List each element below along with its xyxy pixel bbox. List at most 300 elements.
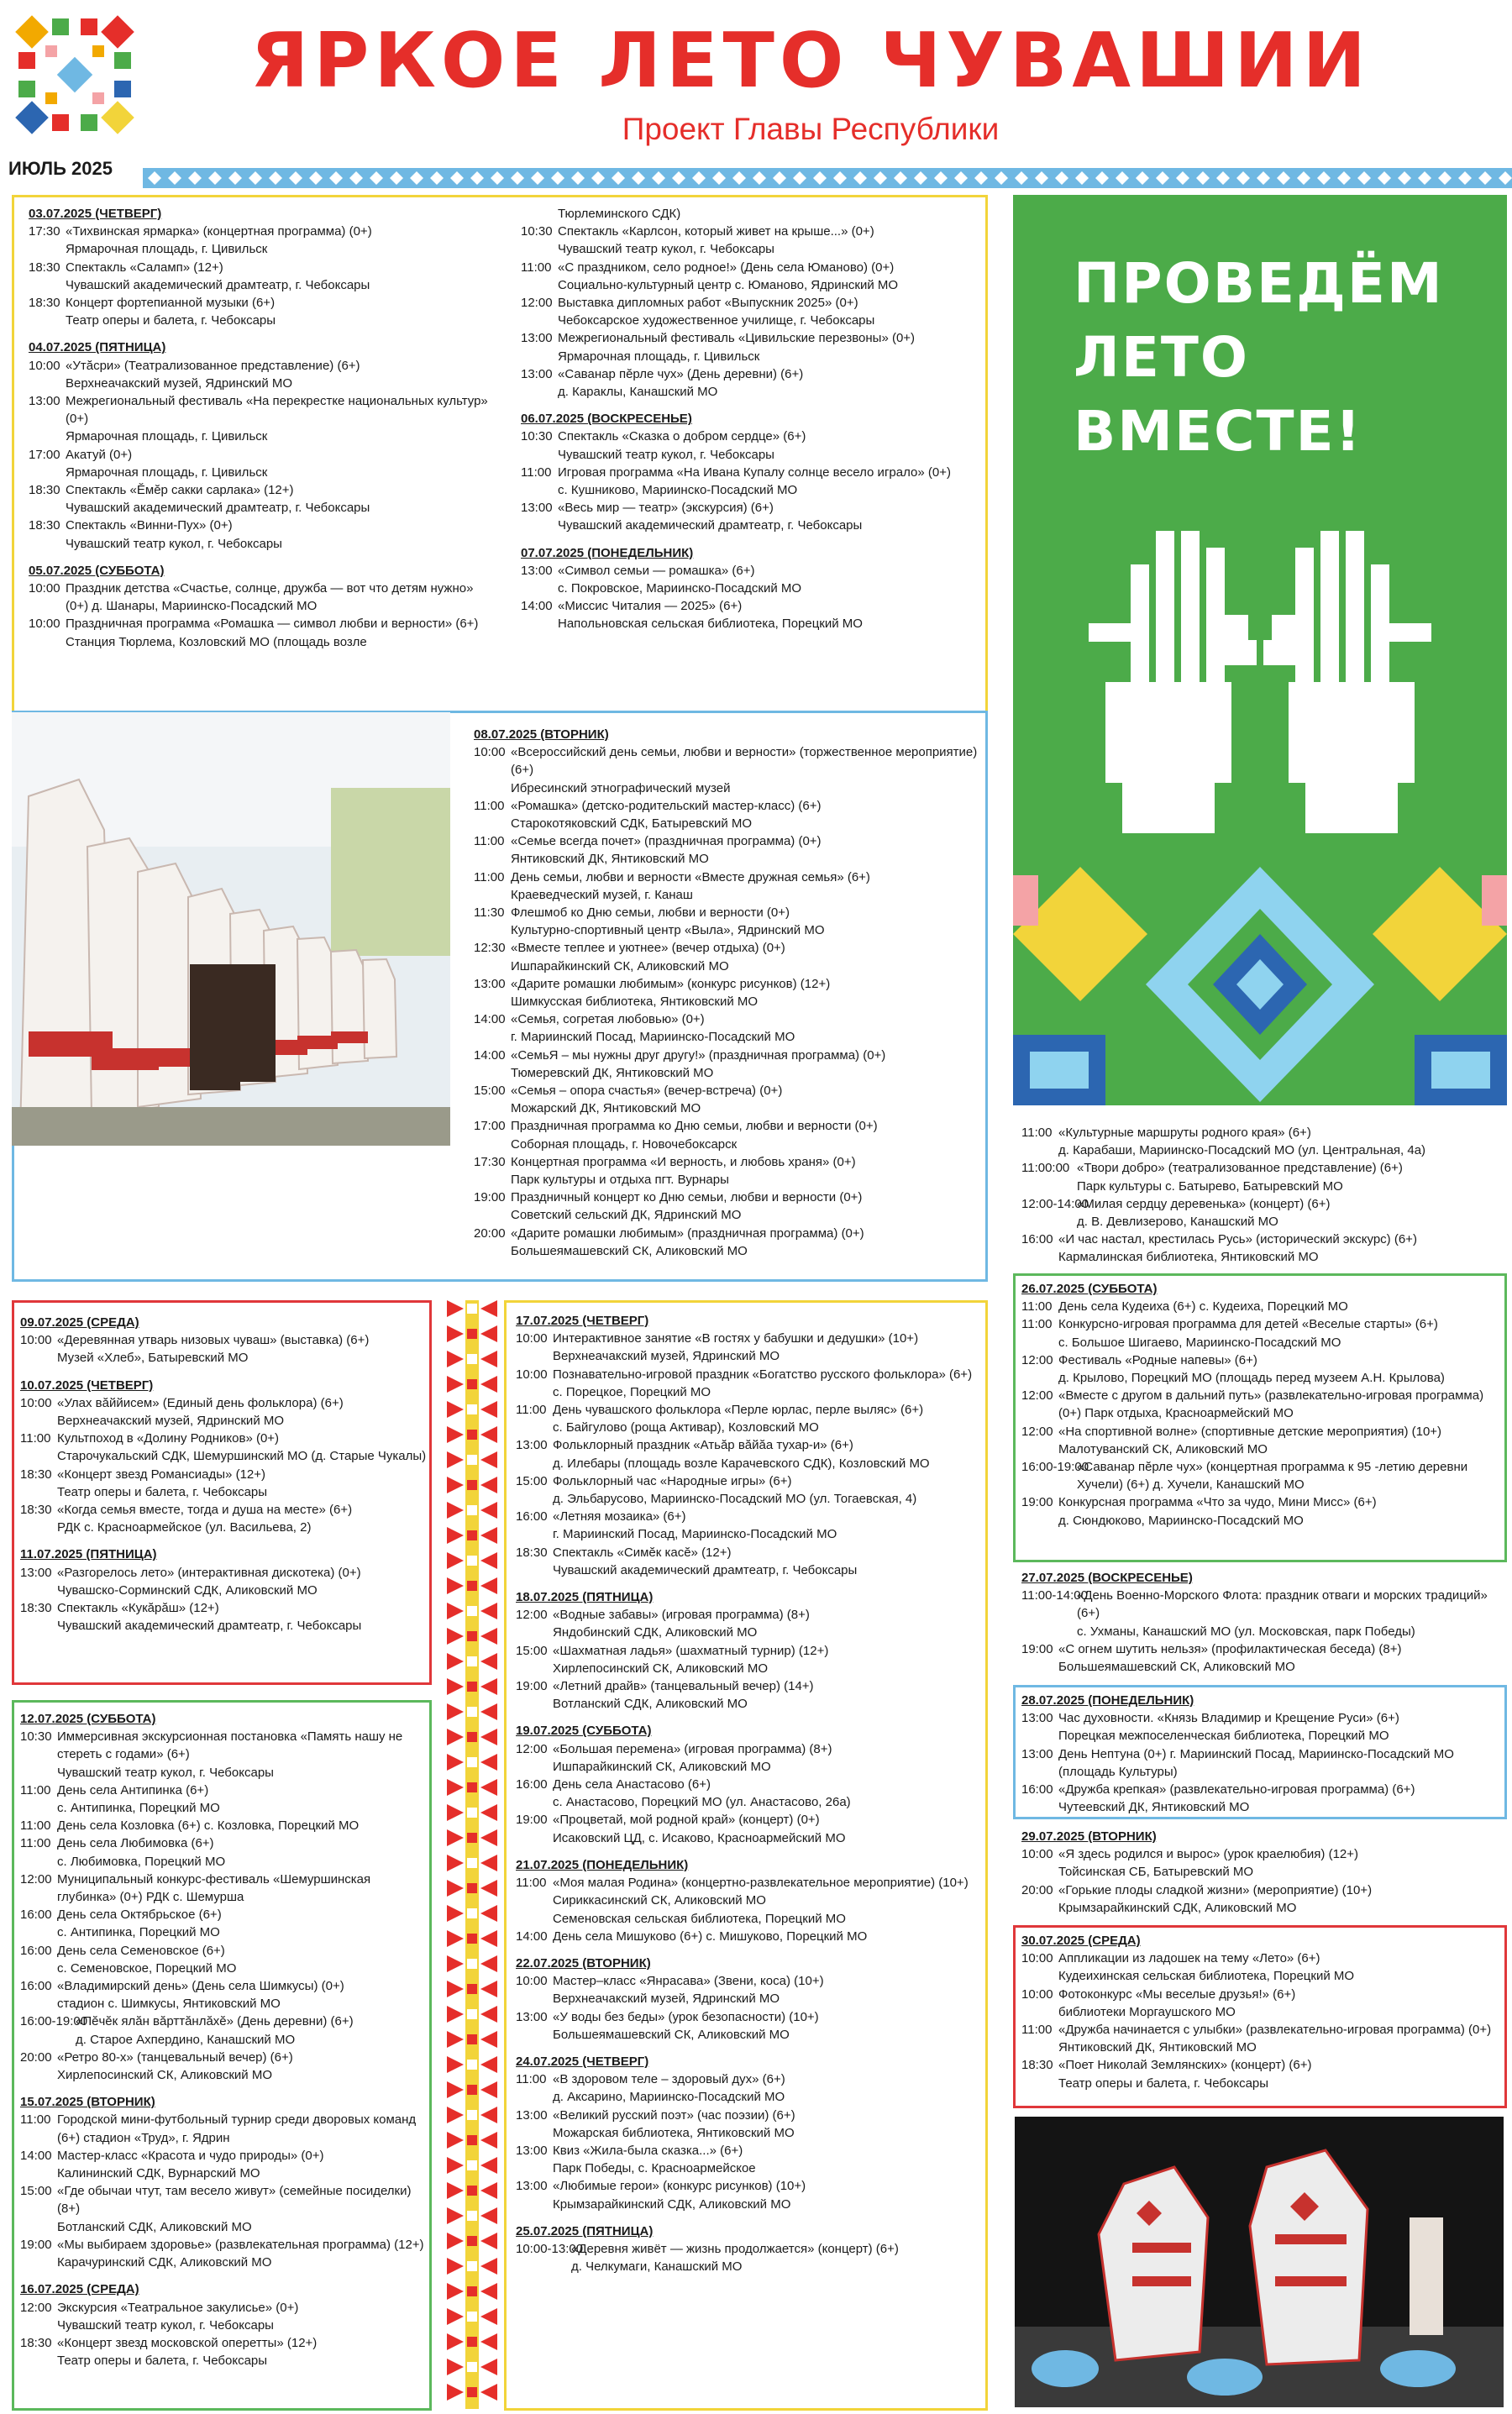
ribbon-mark xyxy=(447,1527,464,1544)
event-venue: Крымзарайкинский СДК, Аликовский МО xyxy=(1058,1900,1297,1915)
event-row xyxy=(516,1508,984,1543)
event-body xyxy=(571,2240,984,2275)
event-title: «В здоровом теле – здоровый дух» (6+) xyxy=(553,2072,785,2087)
event-row xyxy=(516,2142,984,2177)
event-time: 11:00 xyxy=(474,869,505,884)
event-row xyxy=(29,223,489,258)
event-title: «Водные забавы» (игровая программа) (8+) xyxy=(553,1608,810,1623)
ribbon-mark xyxy=(480,2308,497,2325)
day-heading: 22.07.2025 (ВТОРНИК) xyxy=(516,1955,651,1971)
event-venue: Можарский ДК, Янтиковский МО xyxy=(511,1101,701,1116)
event-time: 12:00-14:00 xyxy=(1021,1196,1089,1211)
day-heading: 08.07.2025 (ВТОРНИК) xyxy=(474,727,609,742)
event-row xyxy=(29,294,489,329)
event-title: Конкурсная программа «Что за чудо, Мини Мисс» (6+) xyxy=(1058,1495,1377,1510)
event-body xyxy=(57,2182,430,2236)
event-row xyxy=(521,365,979,401)
event-body xyxy=(553,1928,984,1945)
event-title: «Где обычаи чтут, там весело живут» (семейные посиделки) (8+) xyxy=(57,2184,412,2217)
event-venue: д. Старое Ахпердино, Канашский МО xyxy=(76,2032,296,2047)
event-body xyxy=(1058,2056,1504,2091)
event-venue: Крымзарайкинский СДК, Аликовский МО xyxy=(553,2196,791,2212)
event-time: 14:00 xyxy=(474,1012,506,1027)
event-title: Фестиваль «Родные напевы» (6+) xyxy=(1058,1352,1257,1367)
ribbon-mark xyxy=(480,1930,497,1947)
day-heading: 17.07.2025 (ЧЕТВЕРГ) xyxy=(516,1314,649,1328)
event-venue: д. Сюндюково, Мариинско-Посадский МО xyxy=(1058,1513,1304,1528)
ribbon-mark xyxy=(447,1855,464,1871)
stage-performance-photo xyxy=(1015,2117,1504,2407)
ribbon-mark xyxy=(447,1376,464,1393)
event-title: «Саванар пĕрле чух» (концертная программа к 95 -летию деревни Хучели) (6+) д. Хучели, Канашский МО xyxy=(1077,1460,1468,1493)
event-row xyxy=(20,2236,430,2271)
event-row xyxy=(29,580,489,615)
event-row xyxy=(1021,1640,1504,1676)
event-venue: с. Ухманы, Канашский МО (ул. Московская, парк Победы) xyxy=(1077,1624,1415,1639)
event-venue: Верхнеачакский музей, Ядринский МО xyxy=(66,375,293,391)
event-time: 13:00 xyxy=(516,2143,548,2158)
event-row xyxy=(516,1811,984,1846)
event-title: «Я здесь родился и вырос» (урок краелюбия) (12+) xyxy=(1058,1847,1359,1862)
event-row xyxy=(1021,1387,1504,1422)
event-body xyxy=(66,259,489,294)
poster-panel xyxy=(1013,195,1507,1105)
page-subtitle: Проект Главы Республики xyxy=(622,112,1000,146)
day-heading: 07.07.2025 (ПОНЕДЕЛЬНИК) xyxy=(521,545,694,560)
event-time: 11:00 xyxy=(1021,1299,1053,1315)
ribbon-mark xyxy=(447,2333,464,2350)
page-title: ЯРКОЕ ЛЕТО ЧУВАШИИ xyxy=(250,17,1371,105)
event-body xyxy=(553,1776,984,1811)
event-title: Флешмоб ко Дню семьи, любви и верности (0+) xyxy=(511,905,790,921)
event-title: Межрегиональный фестиваль «На перекрестке национальных культур» (0+) xyxy=(66,394,488,427)
event-body xyxy=(57,2236,430,2271)
event-row xyxy=(474,743,978,797)
ribbon-mark xyxy=(447,2384,464,2401)
event-venue: Вотланский СДК, Аликовский МО xyxy=(553,1697,748,1712)
ribbon-mark xyxy=(480,1981,497,1997)
event-title: «Культурные маршруты родного края» (6+) xyxy=(1058,1126,1311,1140)
event-title: «С праздником, село родное!» (День села Юманово) (0+) xyxy=(558,260,895,275)
event-time: 11:00:00 xyxy=(1021,1161,1070,1176)
event-row xyxy=(1021,1950,1504,1985)
event-body xyxy=(511,869,978,904)
event-venue: с. Кушниково, Мариинско-Посадский МО xyxy=(558,483,798,498)
ribbon-mark xyxy=(480,2359,497,2375)
day-heading: 24.07.2025 (ЧЕТВЕРГ) xyxy=(516,2054,649,2069)
event-body xyxy=(66,517,489,552)
ribbon-mark xyxy=(447,1779,464,1796)
event-body xyxy=(57,1466,428,1501)
event-time: 13:00 xyxy=(521,366,553,381)
event-title: Тюрлеминского СДК) xyxy=(558,207,681,221)
day-heading: 03.07.2025 (ЧЕТВЕРГ) xyxy=(29,207,162,221)
poster-graphic xyxy=(1013,514,1507,1105)
ribbon-mark xyxy=(467,2261,477,2271)
ribbon-mark xyxy=(467,1984,477,1994)
event-row xyxy=(521,562,979,597)
event-venue: с. Антипинка, Порецкий МО xyxy=(57,1801,220,1816)
ribbon-mark xyxy=(447,1477,464,1493)
event-time: 13:00 xyxy=(521,501,553,516)
event-venue: Ярмарочная площадь, г. Цивильск xyxy=(558,349,760,364)
event-row xyxy=(521,205,979,223)
event-venue: Советский сельский ДК, Ядринский МО xyxy=(511,1208,742,1223)
event-body xyxy=(511,1153,978,1189)
event-body xyxy=(1058,1387,1504,1422)
ribbon-mark xyxy=(467,2110,477,2120)
event-body xyxy=(553,1472,984,1508)
event-body xyxy=(553,1642,984,1677)
event-venue: Чувашский академический драмтеатр, г. Чебоксары xyxy=(558,518,863,533)
event-time: 18:30 xyxy=(20,1467,52,1482)
event-title: «Тихвинская ярмарка» (концертная программа) (0+) xyxy=(66,224,372,239)
event-venue: Ярмарочная площадь, г. Цивильск xyxy=(66,242,268,257)
schedule-column-8 xyxy=(1021,1280,1504,1530)
ribbon-mark xyxy=(467,1606,477,1616)
ribbon-mark xyxy=(467,2286,477,2296)
event-row xyxy=(20,2111,430,2146)
event-body xyxy=(1058,1315,1504,1351)
ribbon-mark xyxy=(447,1829,464,1846)
ribbon-mark xyxy=(467,1757,477,1767)
event-title: Городской мини-футбольный турнир среди дворовых команд (6+) стадион «Труд», г. Ядрин xyxy=(57,2112,417,2145)
event-time: 10:00 xyxy=(516,1974,548,1989)
event-row xyxy=(20,1834,430,1870)
event-time: 13:00 xyxy=(521,563,553,578)
event-title: День чувашского фольклора «Перле юрлас, перле выляс» (6+) xyxy=(553,1403,924,1418)
event-row xyxy=(516,2177,984,2212)
ribbon-mark xyxy=(467,2312,477,2322)
ornament-pattern xyxy=(1013,867,1507,1105)
ribbon-mark xyxy=(480,1729,497,1745)
schedule-column-7 xyxy=(1021,1124,1505,1267)
event-venue: Большеямашевский СК, Аликовский МО xyxy=(1058,1660,1295,1675)
ribbon-mark xyxy=(480,1477,497,1493)
ribbon-mark xyxy=(467,1556,477,1566)
event-time: 11:00 xyxy=(474,834,505,849)
event-row xyxy=(20,1782,430,1817)
event-venue: д. Крылово, Порецкий МО (площадь перед музеем А.Н. Крылова) xyxy=(1058,1371,1445,1386)
event-body xyxy=(57,1728,430,1782)
event-row xyxy=(516,1776,984,1811)
day-heading: 19.07.2025 (СУББОТА) xyxy=(516,1724,652,1739)
event-time: 16:00 xyxy=(1021,1782,1053,1797)
event-body xyxy=(511,832,978,868)
event-body xyxy=(553,1330,984,1365)
event-body xyxy=(66,446,489,481)
event-body xyxy=(66,294,489,329)
event-body xyxy=(553,1677,984,1713)
day-heading: 30.07.2025 (СРЕДА) xyxy=(1021,1934,1141,1948)
event-title: «Концерт звезд Романсиады» (12+) xyxy=(57,1467,266,1482)
event-venue: г. Мариинский Посад, Мариинско-Посадский МО xyxy=(511,1030,795,1045)
event-time: 15:00 xyxy=(20,2184,52,2199)
event-time: 10:00 xyxy=(1021,1951,1053,1966)
event-body xyxy=(1058,1986,1504,2021)
day-heading: 10.07.2025 (ЧЕТВЕРГ) xyxy=(20,1378,154,1393)
event-time: 11:30 xyxy=(474,905,505,921)
event-time: 18:30 xyxy=(1021,2058,1053,2073)
event-row xyxy=(29,392,489,446)
ribbon-mark xyxy=(467,1379,477,1389)
event-body xyxy=(553,1436,984,1472)
event-body xyxy=(558,329,979,365)
event-row xyxy=(516,1677,984,1713)
event-body xyxy=(511,939,978,974)
event-title: День села Октябрьское (6+) xyxy=(57,1908,222,1923)
event-venue: Культурно-спортивный центр «Выла», Ядринский МО xyxy=(511,923,825,938)
event-title: «Моя малая Родина» (концертно-развлекательное мероприятие) (10+) xyxy=(553,1876,969,1891)
event-title: «Дарите ромашки любимым» (праздничная программа) (0+) xyxy=(511,1225,864,1241)
event-row xyxy=(516,2008,984,2044)
event-title: «Милая сердцу деревенька» (концерт) (6+) xyxy=(1077,1196,1331,1211)
ribbon-mark xyxy=(480,2207,497,2224)
event-body xyxy=(57,1782,430,1817)
event-body xyxy=(57,1501,428,1536)
event-time: 10:30 xyxy=(521,429,553,444)
event-venue: с. Покровское, Мариинско-Посадский МО xyxy=(558,581,802,596)
event-body xyxy=(66,580,489,615)
event-body xyxy=(511,743,978,797)
event-time: 11:00 xyxy=(516,1403,547,1418)
event-venue: Семеновская сельская библиотека, Порецкий МО xyxy=(553,1911,846,1926)
event-row xyxy=(1021,1587,1504,1640)
event-body xyxy=(558,365,979,401)
day-heading: 29.07.2025 (ВТОРНИК) xyxy=(1021,1829,1157,1844)
event-title: «Весь мир — театр» (экскурсия) (6+) xyxy=(558,501,774,516)
event-row xyxy=(1021,1351,1504,1387)
event-venue: д. Караклы, Канашский МО xyxy=(558,385,718,400)
event-venue: Старочукальский СДК, Шемуршинский МО (д. Старые Чукалы) xyxy=(57,1449,427,1464)
event-time: 13:00 xyxy=(521,331,553,346)
event-time: 18:30 xyxy=(29,296,60,311)
ribbon-mark xyxy=(480,1401,497,1418)
ribbon-mark xyxy=(467,2034,477,2044)
event-time: 19:00 xyxy=(1021,1495,1053,1510)
event-title: «Деревня живёт — жизнь продолжается» (концерт) (6+) xyxy=(571,2241,899,2256)
ribbon-mark xyxy=(480,1603,497,1619)
event-title: «День Военно-Морского Флота: праздник отваги и морских традиций» (6+) xyxy=(1077,1588,1488,1621)
event-title: «Разгорелось лето» (интерактивная дискотека) (0+) xyxy=(57,1565,361,1580)
event-body xyxy=(57,1599,428,1635)
ribbon-mark xyxy=(447,1325,464,1342)
poster-line-1: ПРОВЕДЁМ xyxy=(1074,251,1444,316)
day-heading: 06.07.2025 (ВОСКРЕСЕНЬЕ) xyxy=(521,412,692,427)
ribbon-mark xyxy=(480,1376,497,1393)
event-title: Спектакль «Ĕмĕр сакки сарлака» (12+) xyxy=(66,483,294,498)
ribbon-mark xyxy=(480,1779,497,1796)
ribbon-mark xyxy=(447,1981,464,1997)
ribbon-mark xyxy=(480,1678,497,1695)
event-row xyxy=(516,2240,984,2275)
event-venue: Калининский СДК, Вурнарский МО xyxy=(57,2166,260,2181)
event-body xyxy=(511,1189,978,1224)
event-title: Концертная программа «И верность, и любовь храня» (0+) xyxy=(511,1154,856,1169)
ribbon-mark xyxy=(480,1804,497,1821)
ribbon-mark xyxy=(480,2107,497,2123)
event-venue: Карачуринский СДК, Аликовский МО xyxy=(57,2255,272,2270)
event-body xyxy=(57,1834,430,1870)
event-title: «Большая перемена» (игровая программа) (8+) xyxy=(553,1741,832,1756)
event-venue: Хирлепосинский СК, Аликовский МО xyxy=(57,2068,272,2083)
event-time: 17:00 xyxy=(474,1119,506,1134)
event-time: 20:00 xyxy=(474,1225,506,1241)
event-body xyxy=(57,1394,428,1430)
event-row xyxy=(474,1082,978,1117)
event-title: «Всероссийский день семьи, любви и верности» (торжественное мероприятие) (6+) xyxy=(511,745,978,778)
event-time: 10:00 xyxy=(516,1367,548,1382)
event-time: 13:00 xyxy=(516,2107,548,2123)
ribbon-mark xyxy=(447,1401,464,1418)
ribbon-mark xyxy=(480,1703,497,1720)
event-row xyxy=(474,1153,978,1189)
schedule-column-5 xyxy=(20,1710,430,2369)
event-venue: Театр оперы и балета, г. Чебоксары xyxy=(66,313,276,328)
ribbon-mark xyxy=(480,1577,497,1594)
event-body xyxy=(558,223,979,258)
event-time: 11:00 xyxy=(20,1836,51,1851)
event-row xyxy=(521,294,979,329)
ribbon-mark xyxy=(447,1300,464,1317)
event-body xyxy=(1058,1881,1504,1917)
day-heading: 27.07.2025 (ВОСКРЕСЕНЬЕ) xyxy=(1021,1571,1193,1585)
event-body xyxy=(558,428,979,463)
event-venue: Верхнеачакский музей, Ядринский МО xyxy=(57,1414,285,1429)
schedule-column-3 xyxy=(474,726,978,1260)
event-time: 14:00 xyxy=(474,1047,506,1063)
event-time: 18:30 xyxy=(29,518,60,533)
event-body xyxy=(66,615,489,650)
event-body xyxy=(1058,1640,1504,1676)
event-time: 12:00 xyxy=(1021,1424,1053,1439)
event-time: 13:00 xyxy=(474,976,506,991)
event-venue: Чувашско-Сорминский СДК, Аликовский МО xyxy=(57,1582,318,1598)
event-time: 13:00 xyxy=(516,1438,548,1453)
event-time: 11:00 xyxy=(516,1876,547,1891)
event-row xyxy=(20,1977,430,2013)
ribbon-mark xyxy=(447,1552,464,1569)
event-body xyxy=(553,1544,984,1579)
event-body xyxy=(1058,2021,1504,2056)
ribbon-mark xyxy=(467,2211,477,2221)
ribbon-mark xyxy=(467,2337,477,2347)
ribbon-mark xyxy=(447,1880,464,1897)
event-body xyxy=(1058,1493,1504,1529)
event-time: 19:00 xyxy=(516,1813,548,1828)
event-time: 11:00 xyxy=(20,1818,51,1834)
ribbon-mark xyxy=(447,2233,464,2249)
event-row xyxy=(20,1430,428,1465)
event-title: «Семье всегда почет» (праздничная программа) (0+) xyxy=(511,834,822,849)
event-row xyxy=(1021,1709,1504,1745)
day-heading: 26.07.2025 (СУББОТА) xyxy=(1021,1282,1158,1296)
event-row xyxy=(20,1871,430,1906)
event-row xyxy=(29,357,489,392)
event-title: День села Семеновское (6+) xyxy=(57,1943,225,1958)
ribbon-mark xyxy=(467,1430,477,1440)
event-venue: г. Мариинский Посад, Мариинско-Посадский МО xyxy=(553,1527,837,1542)
event-time: 11:00 xyxy=(521,464,552,480)
event-venue: Ботланский СДК, Аликовский МО xyxy=(57,2219,252,2234)
event-title: День села Мишуково (6+) с. Мишуково, Порецкий МО xyxy=(553,1929,868,1944)
day-heading: 05.07.2025 (СУББОТА) xyxy=(29,563,165,578)
event-row xyxy=(1021,1231,1505,1266)
event-body xyxy=(553,2177,984,2212)
event-title: «С огнем шутить нельзя» (профилактическая беседа) (8+) xyxy=(1058,1641,1402,1656)
event-time: 10:00 xyxy=(20,1333,52,1348)
event-time: 10:00 xyxy=(29,617,60,632)
event-body xyxy=(511,1082,978,1117)
event-venue: Чувашский театр кукол, г. Чебоксары xyxy=(558,242,774,257)
event-row xyxy=(29,615,489,650)
event-row xyxy=(20,1564,428,1599)
event-title: Иммерсивная экскурсионная постановка «Память нашу не стереть с годами» (6+) xyxy=(57,1729,403,1762)
ribbon-mark xyxy=(447,1451,464,1468)
event-venue: Краеведческий музей, г. Канаш xyxy=(511,887,693,902)
event-title: «Мы выбираем здоровье» (развлекательная программа) (12+) xyxy=(57,2237,424,2252)
event-venue: Ибресинский этнографический музей xyxy=(511,780,731,795)
event-body xyxy=(57,2299,430,2334)
event-body xyxy=(57,2147,430,2182)
event-time: 16:00 xyxy=(20,1908,52,1923)
event-time: 14:00 xyxy=(516,1929,548,1944)
event-time: 19:00 xyxy=(1021,1641,1053,1656)
event-time: 15:00 xyxy=(516,1473,548,1488)
ribbon-mark xyxy=(480,1955,497,1972)
ribbon-mark xyxy=(467,2236,477,2246)
event-title: «Ретро 80-х» (танцевальный вечер) (6+) xyxy=(57,2049,293,2065)
event-venue: Чебоксарское художественное училище, г. Чебоксары xyxy=(558,313,875,328)
event-row xyxy=(516,1874,984,1928)
event-body xyxy=(1058,1781,1504,1816)
ribbon-mark xyxy=(480,1451,497,1468)
event-body xyxy=(553,1811,984,1846)
event-row xyxy=(474,1117,978,1152)
event-time: 12:00 xyxy=(20,1871,52,1887)
ribbon-mark xyxy=(447,2359,464,2375)
event-venue: Ярмарочная площадь, г. Цивильск xyxy=(66,464,268,480)
event-body xyxy=(553,1972,984,2007)
event-body xyxy=(511,1047,978,1082)
event-body xyxy=(511,1117,978,1152)
ribbon-mark xyxy=(480,1527,497,1544)
event-body xyxy=(1077,1587,1504,1640)
event-body xyxy=(57,2049,430,2084)
ribbon-mark xyxy=(480,2182,497,2199)
event-venue: д. В. Девлизерово, Канашский МО xyxy=(1077,1215,1278,1230)
event-row xyxy=(20,2147,430,2182)
event-row xyxy=(474,904,978,939)
event-venue: Чувашский театр кукол, г. Чебоксары xyxy=(57,1765,274,1780)
ribbon-mark xyxy=(467,2186,477,2196)
event-row xyxy=(20,2049,430,2084)
ribbon-mark xyxy=(467,2060,477,2070)
event-venue: с. Анастасово, Порецкий МО (ул. Анастасово, 26а) xyxy=(553,1795,851,1810)
event-time: 11:00 xyxy=(20,2112,51,2128)
event-row xyxy=(1021,1298,1504,1315)
event-time: 11:00 xyxy=(1021,2023,1053,2038)
event-row xyxy=(1021,1315,1504,1351)
event-title: «Шахматная ладья» (шахматный турнир) (12+) xyxy=(553,1643,829,1658)
event-time: 11:00 xyxy=(1021,1317,1053,1332)
event-title: Фотоконкурс «Мы веселые друзья!» (6+) xyxy=(1058,1986,1296,2002)
event-title: Межрегиональный фестиваль «Цивильские перезвоны» (0+) xyxy=(558,331,916,346)
event-time: 13:00 xyxy=(29,394,60,409)
event-time: 11:00 xyxy=(20,1782,51,1797)
event-venue: д. Карабаши, Мариинско-Посадский МО (ул. Центральная, 4а) xyxy=(1058,1143,1426,1158)
ribbon-mark xyxy=(467,1934,477,1944)
